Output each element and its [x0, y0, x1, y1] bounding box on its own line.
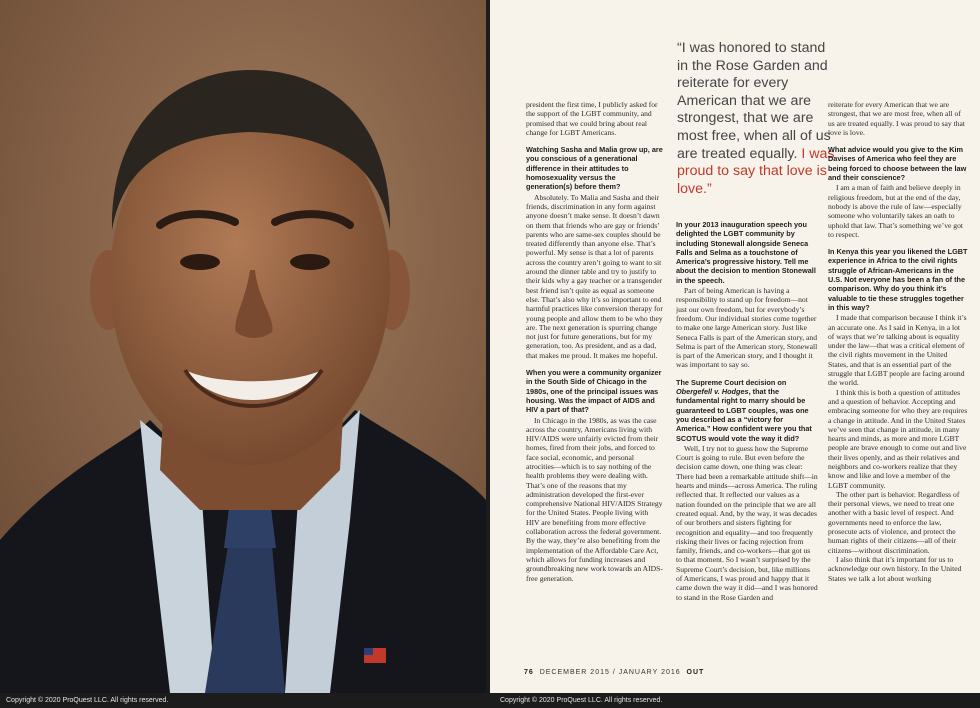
- question-text: The Supreme Court decision on: [676, 377, 787, 387]
- interview-question: When you were a community organizer in the South Side of Chicago in the 1980s, one of the principal issues was housing. Was the impact of AIDS and HIV a part of that?: [526, 368, 662, 415]
- answer-paragraph: The other part is behavior. Regardless of their personal views, we need to treat one another with a basic level of respect. And governments need to enforce the law, prosecute acts of violence, and protect the human rights of their citizens—all of their citizens—without discrimination.: [828, 489, 960, 555]
- interview-question: What advice would you give to the Kim Davises of America who feel they are being forced to choose between the law and their conscience?: [828, 145, 967, 183]
- answer-paragraph: In Chicago in the 1980s, as was the case across the country, Americans living with HIV/AIDS were unfairly evicted from their homes, fired from their jobs, and forced to face social, economic, and personal atrocities—which is to say nothing of the health problems they were dealing with. That’s one of the reasons that my administration developed the first-ever comprehensive National HIV/AIDS Strategy for the United States. People living with HIV are benefiting from more effective collaboration across the federal government. By the way, they’re also benefiting from the implementation of the Affordable Care Act, which allows for funding increases and groundbreaking new work towards an AIDS-free generation.: [526, 415, 663, 583]
- article-column-1: [526, 100, 663, 662]
- issue-date: DECEMBER 2015 / JANUARY 2016: [539, 669, 681, 676]
- answer-paragraph: president the first time, I publicly asked for the support of the LGBT community, and promised that we could bring about real change for LGBT Americans.: [526, 100, 658, 137]
- interview-question: Watching Sasha and Malia grow up, are you conscious of a generational difference in their attitudes to homosexuality versus the generation(s) before them?: [526, 145, 663, 192]
- answer-paragraph: Absolutely. To Malia and Sasha and their friends, discrimination in any form against anyone doesn’t make sense. It doesn’t dawn on them that friends who are gay or friends’ parents who are same-sex couples should be treated differently than anyone else. That’s powerful. My sense is that a lot of parents across the country aren’t going to want to sit around the dinner table and try to justify to their kids why a gay teacher or a transgender best friend isn’t quite as equal as someone else. That’s also why it’s so important to end harmful practices like conversion therapy for young people and allow them to be who they are. The next generation is spurring change not just for future generations, but for my generation, too. As president, and as a dad, that makes me proud. It makes me hopeful.: [526, 192, 663, 360]
- pull-quote-text: “I was honored to stand in the Rose Garden and reiterate for every American that we are strongest, that we are most free, when all of us are treated equally.: [677, 40, 831, 162]
- answer-paragraph: Part of being American is having a responsibility to stand up for freedom—not just our own freedom, but for everybody’s freedom. Our individual stories come together to make one large American story. Just like Seneca Falls is part of the American story, and Selma is part of the American story, Stonewall is part of the American story, and I thought it was important to say so.: [676, 286, 818, 370]
- copyright-left: Copyright © 2020 ProQuest LLC. All rights reserved.: [6, 697, 169, 704]
- interview-question: [676, 378, 818, 443]
- answer-paragraph: I made that comparison because I think it’s an accurate one. As I said in Kenya, in a lot of ways that we’re talking about is equality under the law—that was a critical element of the civil rights movement in the United States, and that is an essential part of the struggle that LGBT people are facing around the world.: [828, 313, 967, 388]
- article-page: [490, 0, 980, 693]
- answer-paragraph: I am a man of faith and believe deeply in religious freedom, but at the end of the day, nobody is above the rule of law—especially someone who voluntarily takes an oath to uphold that law. That’s something we’ve got to respect.: [828, 183, 963, 239]
- page-footer: [524, 669, 704, 676]
- page-number: 76: [524, 669, 534, 676]
- pull-quote-highlight: I was proud to say that love is love.”: [677, 145, 835, 197]
- interview-question: In Kenya this year you likened the LGBT experience in Africa to the civil rights struggle of African-Americans in the U.S. Not everyone has been a fan of the comparison. Why do you think it’s valuable to tie these struggles together in this way?: [828, 247, 968, 312]
- article-column-3: [828, 100, 968, 688]
- magazine-name: OUT: [686, 669, 705, 676]
- portrait-page: [0, 0, 486, 693]
- article-column-2: [676, 212, 818, 664]
- answer-paragraph: Well, I try not to guess how the Supreme Court is going to rule. But even before the decision came down, one thing was clear: There had been a remarkable attitude shift—in hearts and minds—across America. The ruling reflected that. It reflected our values as a nation founded on the principle that we are all created equal. And, by the way, it was decades of our brothers and sisters fighting for recognition and equality—and too frequently risking their lives or facing rejection from family, friends, and co-workers—that got us to that moment. So I wasn’t surprised by the Supreme Court’s decision, but, like millions of Americans, I was proud and happy that it came down the way it did—and I was honored to stand in the Rose Garden and: [676, 443, 818, 602]
- answer-paragraph: reiterate for every American that we are strongest, that we are most free, when all of us are treated equally. I was proud to say that love is love.: [828, 100, 965, 137]
- copyright-right: Copyright © 2020 ProQuest LLC. All rights reserved.: [500, 697, 663, 704]
- portrait-photo: [0, 0, 486, 693]
- case-name: Obergefell v. Hodges: [676, 387, 749, 397]
- interview-question: In your 2013 inauguration speech you delighted the LGBT community by including Stonewall alongside Seneca Falls and Selma as a touchstone of America’s progressive history. Tell me about the decision to mention Stonewall in the speech.: [676, 220, 816, 285]
- question-text: , that the fundamental right to marry should be guaranteed to LGBT couples, was one you described as a “victory for America.” How confident were you that SCOTUS would vote the way it did?: [676, 387, 812, 443]
- pull-quote: [677, 40, 837, 198]
- answer-paragraph: I think this is both a question of attitudes and a question of behavior. Accepting and embracing someone for who they are requires a change in attitude. And in the United States we’ve seen that change in attitude, in many hearts and minds, as more and more LGBT people are brave enough to come out and live their lives openly, and as their relatives and neighbors and co-workers realize that they know and like and love a member of the LGBT community.: [828, 387, 968, 490]
- answer-paragraph: I also think that it’s important for us to acknowledge our own history. In the United States we talk a lot about working: [828, 554, 962, 583]
